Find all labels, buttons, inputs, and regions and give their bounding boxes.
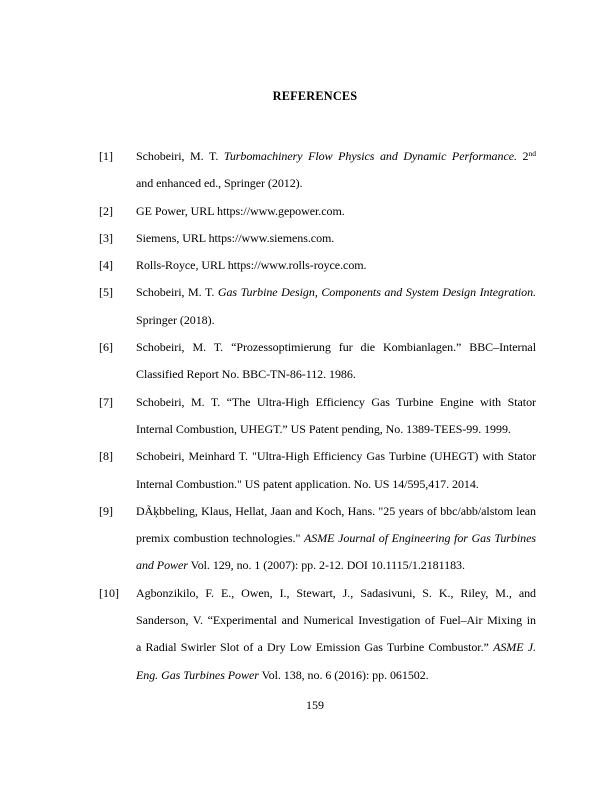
reference-label: [2] — [99, 203, 113, 218]
reference-line — [136, 225, 536, 252]
text-segment: Schobeiri, Meinhard T. "Ultra-High Efficiency Gas Turbine (UHEGT) with Stator — [136, 449, 536, 464]
text-segment: Rolls-Royce, URL https://www.rolls-royce.com. — [136, 258, 367, 273]
text-segment: Sanderson, V. “Experimental and Numerical Investigation of Fuel–Air Mixing in — [136, 613, 536, 628]
reference-line — [136, 389, 536, 416]
text-segment: Siemens, URL https://www.siemens.com. — [136, 230, 335, 245]
reference-line — [136, 279, 536, 306]
reference-item — [99, 580, 536, 689]
text-segment: GE Power, URL https://www.gepower.com. — [136, 203, 345, 218]
reference-lines — [136, 580, 536, 689]
reference-item — [99, 389, 536, 444]
italic-text-segment: Turbomachinery Flow Physics and Dynamic Performance. — [223, 149, 517, 163]
text-segment: Schobeiri, M. T. — [136, 149, 224, 163]
reference-line — [136, 252, 536, 279]
reference-item — [99, 279, 536, 334]
superscript-segment: nd — [528, 148, 536, 158]
reference-line — [136, 525, 536, 552]
reference-item — [99, 443, 536, 498]
reference-line — [136, 416, 536, 443]
reference-line — [136, 471, 536, 498]
reference-line — [136, 443, 536, 470]
italic-text-segment: Eng. Gas Turbines Power — [136, 667, 259, 682]
reference-item — [99, 225, 536, 252]
reference-line — [136, 607, 536, 634]
text-segment: and enhanced ed., Springer (2012). — [136, 176, 303, 191]
text-segment: Springer (2018). — [136, 312, 215, 327]
text-segment: Schobeiri, M. T. — [136, 285, 218, 300]
text-segment: a Radial Swirler Slot of a Dry Low Emission Gas Turbine Combustor.” — [136, 640, 494, 655]
reference-label: [3] — [99, 230, 113, 245]
references-list — [99, 143, 536, 689]
italic-text-segment: and Power — [136, 558, 188, 573]
reference-line — [136, 634, 536, 661]
page-title: REFERENCES — [272, 89, 358, 103]
reference-label: [5] — [99, 285, 113, 300]
reference-lines — [136, 279, 536, 334]
italic-text-segment: ASME J. — [493, 640, 536, 655]
reference-line — [136, 498, 536, 525]
text-segment: Internal Combustion, UHEGT.” US Patent pending, No. 1389-TEES-99. 1999. — [136, 421, 511, 436]
reference-item — [99, 198, 536, 225]
reference-label: [4] — [99, 258, 113, 273]
reference-lines — [136, 443, 536, 498]
reference-label: [1] — [99, 149, 113, 163]
text-segment: Classified Report No. BBC-TN-86-112. 1986. — [136, 367, 356, 382]
reference-item — [99, 252, 536, 279]
text-segment: 2 — [516, 149, 529, 163]
reference-label: [10] — [99, 585, 119, 600]
text-segment: Schobeiri, M. T. “The Ultra-High Efficiency Gas Turbine Engine with Stator — [136, 394, 536, 409]
reference-item — [99, 334, 536, 389]
italic-text-segment: ASME Journal of Engineering for Gas Turbines — [304, 531, 536, 546]
reference-line — [136, 198, 536, 225]
text-segment: Internal Combustion." US patent application. No. US 14/595,417. 2014. — [136, 476, 479, 491]
reference-item — [99, 143, 536, 198]
text-segment: Agbonzikilo, F. E., Owen, I., Stewart, J., Sadasivuni, S. K., Riley, M., and — [136, 585, 536, 600]
reference-line — [136, 334, 536, 361]
reference-label: [9] — [99, 503, 113, 518]
reference-lines — [136, 334, 536, 389]
reference-item — [99, 498, 536, 580]
reference-line — [136, 143, 536, 170]
reference-line — [136, 307, 536, 334]
reference-line — [136, 662, 536, 689]
reference-lines — [136, 498, 536, 580]
reference-lines — [136, 252, 536, 279]
italic-text-segment: Gas Turbine Design, Components and System Design Integration. — [217, 285, 536, 300]
text-segment: DÃķbbeling, Klaus, Hellat, Jaan and Koch, Hans. "25 years of bbc/abb/alstom lean — [136, 503, 536, 518]
text-segment: Vol. 129, no. 1 (2007): pp. 2-12. DOI 10.1115/1.2181183. — [187, 558, 465, 573]
text-segment: Schobeiri, M. T. “Prozessoptimierung fur die Kombianlagen.” BBC–Internal — [136, 340, 536, 355]
reference-lines — [136, 143, 536, 198]
reference-label: [7] — [99, 394, 113, 409]
reference-label: [6] — [99, 340, 113, 355]
reference-lines — [136, 198, 536, 225]
text-segment: premix combustion technologies." — [136, 531, 304, 546]
reference-lines — [136, 389, 536, 444]
reference-lines — [136, 225, 536, 252]
text-segment: Vol. 138, no. 6 (2016): pp. 061502. — [258, 667, 429, 682]
reference-line — [136, 580, 536, 607]
page-number: 159 — [306, 698, 324, 712]
reference-line — [136, 361, 536, 388]
reference-line — [136, 552, 536, 579]
reference-label: [8] — [99, 449, 113, 464]
reference-line — [136, 170, 536, 197]
